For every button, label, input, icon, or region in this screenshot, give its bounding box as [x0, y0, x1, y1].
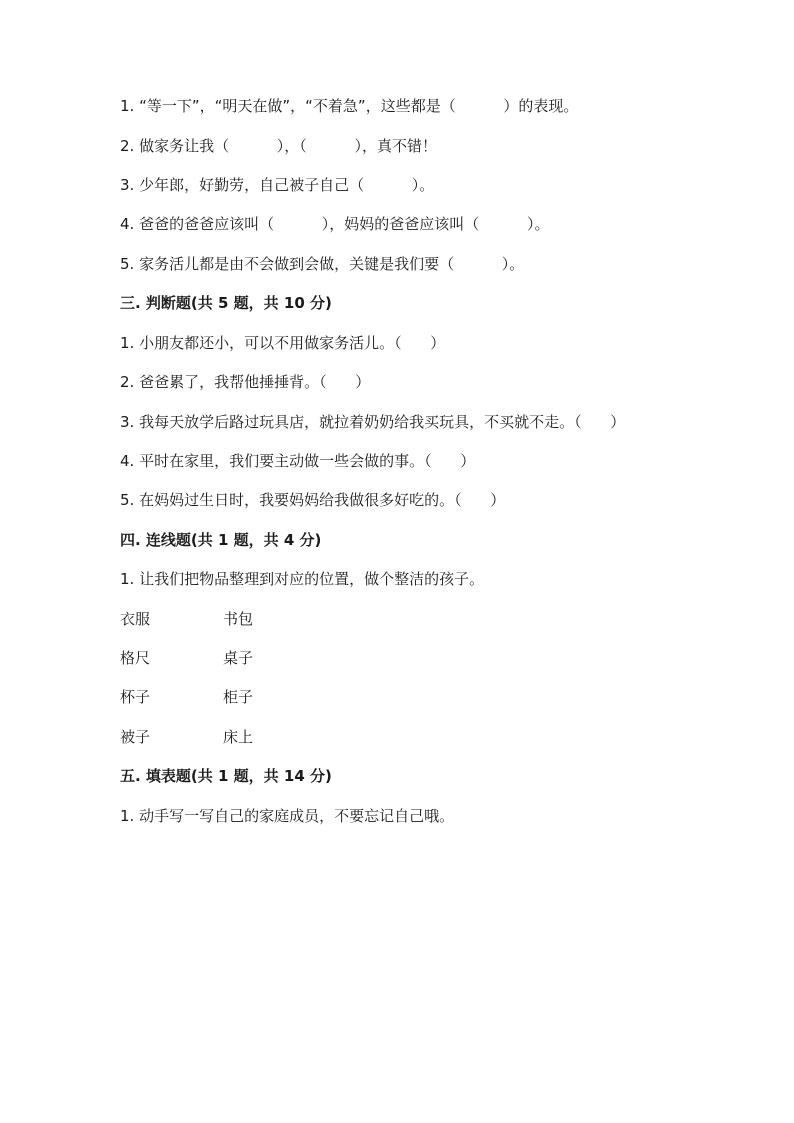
section-heading-match: 四. 连线题(共 1 题，共 4 分) [120, 531, 322, 549]
match-left-item: 被子 [120, 728, 151, 746]
match-right-item: 桌子 [223, 649, 254, 667]
fill-question-2: 2. 做家务让我（ ），（ ），真不错！ [120, 137, 437, 155]
match-left-item: 格尺 [120, 649, 151, 667]
judge-question-5: 5. 在妈妈过生日时，我要妈妈给我做很多好吃的。（ ） [120, 491, 506, 509]
match-left-item: 杯子 [120, 688, 151, 706]
fill-question-3: 3. 少年郎，好勤劳，自己被子自己（ ）。 [120, 176, 435, 194]
judge-question-2: 2. 爸爸累了，我帮他捶捶背。（ ） [120, 373, 371, 391]
fill-question-1: 1. “等一下”，“明天在做”，“不着急”，这些都是（ ）的表现。 [120, 97, 579, 115]
section-heading-judge: 三. 判断题(共 5 题，共 10 分) [120, 294, 332, 312]
table-question-1: 1. 动手写一写自己的家庭成员，不要忘记自己哦。 [120, 807, 455, 825]
fill-question-5: 5. 家务活儿都是由不会做到会做，关键是我们要（ ）。 [120, 255, 525, 273]
judge-question-4: 4. 平时在家里，我们要主动做一些会做的事。（ ） [120, 452, 476, 470]
match-right-item: 床上 [223, 728, 254, 746]
match-right-item: 柜子 [223, 688, 254, 706]
section-heading-table: 五. 填表题(共 1 题，共 14 分) [120, 767, 332, 785]
fill-question-4: 4. 爸爸的爸爸应该叫（ ），妈妈的爸爸应该叫（ ）。 [120, 215, 550, 233]
judge-question-3: 3. 我每天放学后路过玩具店，就拉着奶奶给我买玩具，不买就不走。（ ） [120, 413, 626, 431]
judge-question-1: 1. 小朋友都还小，可以不用做家务活儿。（ ） [120, 334, 446, 352]
match-right-item: 书包 [223, 610, 254, 628]
match-left-item: 衣服 [120, 610, 151, 628]
match-question-1: 1. 让我们把物品整理到对应的位置，做个整洁的孩子。 [120, 570, 485, 588]
